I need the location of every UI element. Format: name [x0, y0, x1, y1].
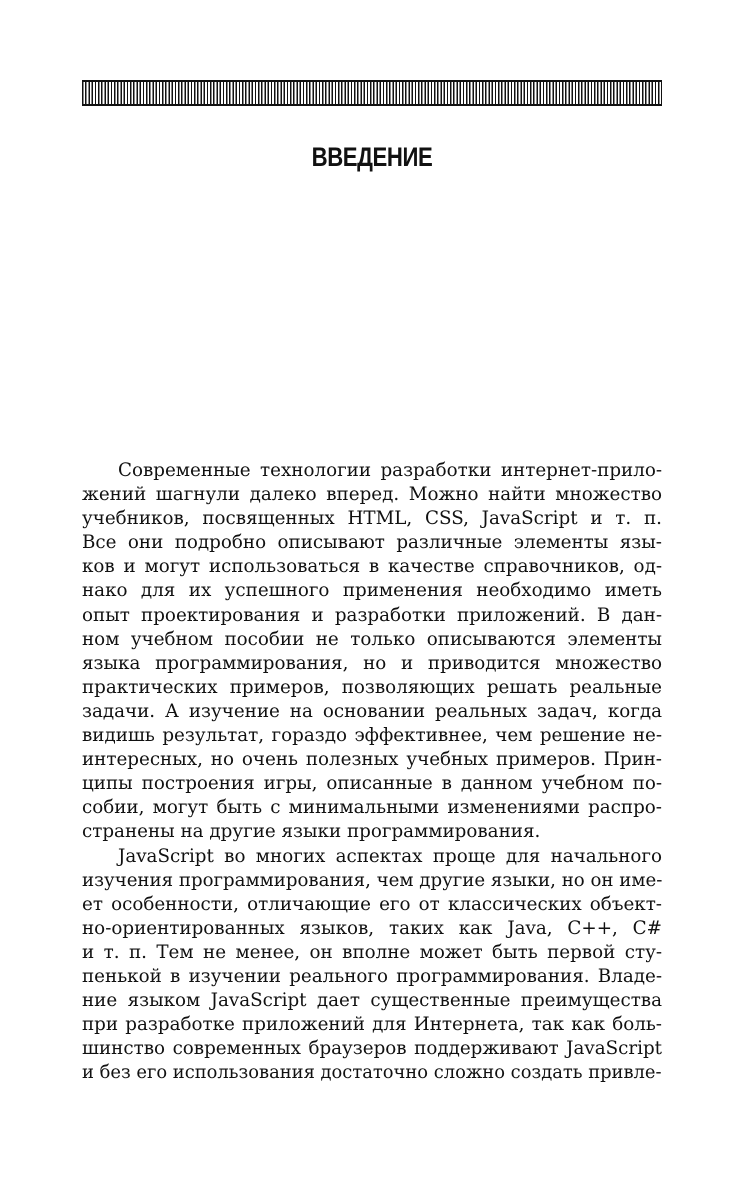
text-line: ет особенности, отличающие его от классических объект-: [82, 893, 662, 915]
text-line: ков и могут использоваться в качестве справочников, од-: [82, 556, 662, 578]
text-line: Современные технологии разработки интернет-прило-: [118, 460, 662, 481]
text-line: практических примеров, позволяющих решать реальные: [82, 676, 662, 698]
text-line: ном учебном пособии не только описываются элементы: [82, 628, 662, 650]
text-line: пенькой в изучении реального программирования. Владе-: [82, 965, 662, 987]
text-line: интересных, но очень полезных учебных примеров. Прин-: [82, 749, 662, 771]
paragraph: [82, 459, 662, 845]
text-line: жений шагнули далеко вперед. Можно найти множество: [82, 484, 662, 506]
text-line: ние языком JavaScript дает существенные преимущества: [82, 990, 662, 1012]
decorative-header-rule: [82, 80, 662, 106]
text-line: языка программирования, но и приводится множество: [82, 652, 662, 674]
text-line: но-ориентированных языков, таких как Java, C++, C#: [82, 917, 662, 939]
text-line: и без его использования достаточно сложно создать привле-: [82, 1062, 662, 1084]
text-line: нако для их успешного применения необходимо иметь: [82, 580, 662, 602]
body-text: [82, 459, 662, 1085]
text-line: видишь результат, гораздо эффективнее, чем решение не-: [82, 725, 662, 747]
paragraph: [82, 845, 662, 1086]
text-line: JavaScript во многих аспектах проще для начального: [118, 845, 662, 867]
text-line: изучения программирования, чем другие языки, но он име-: [82, 869, 663, 891]
text-line: шинство современных браузеров поддерживают JavaScript: [82, 1038, 662, 1060]
text-line: учебников, посвященных HTML, CSS, JavaScript и т. п.: [82, 508, 662, 530]
text-line: Все они подробно описывают различные элементы язы-: [82, 532, 662, 554]
text-line: опыт проектирования и разработки приложений. В дан-: [82, 604, 662, 626]
text-line: задачи. А изучение на основании реальных задач, когда: [82, 700, 662, 722]
text-line: при разработке приложений для Интернета, так как боль-: [82, 1014, 662, 1036]
text-line: странены на другие языки программирования.: [82, 821, 541, 843]
text-line: собии, могут быть с минимальными изменениями распро-: [82, 797, 662, 819]
chapter-title: ВВЕДЕНИЕ: [311, 142, 433, 172]
text-line: и т. п. Тем не менее, он вполне может быть первой сту-: [82, 941, 662, 963]
text-line: ципы построения игры, описанные в данном учебном по-: [82, 773, 662, 795]
